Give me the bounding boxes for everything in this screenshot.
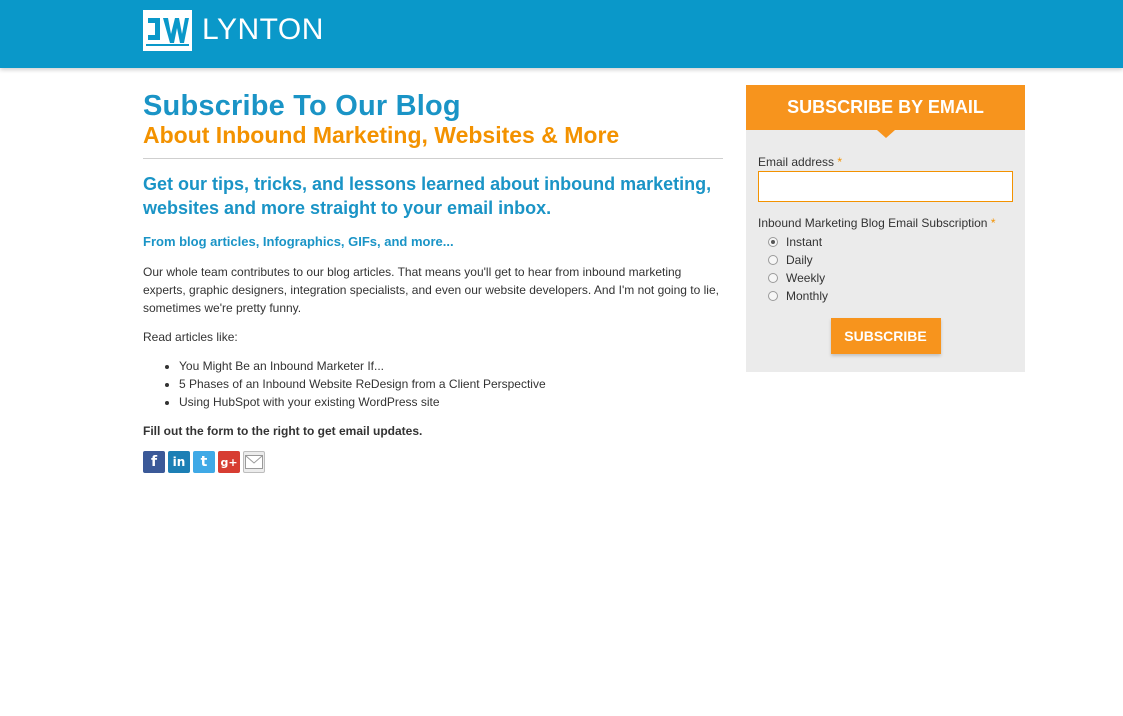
list-item: • You Might Be an Inbound Marketer If... — [179, 357, 723, 375]
cta-text: Fill out the form to the right to get email updates. — [143, 424, 423, 438]
radio-button[interactable] — [768, 291, 778, 301]
linkedin-icon[interactable]: in — [168, 451, 190, 473]
page-subtitle: About Inbound Marketing, Websites & More — [143, 122, 620, 148]
list-item: • 5 Phases of an Inbound Website ReDesign from a Client Perspective — [179, 375, 723, 393]
article-list — [143, 357, 723, 411]
radio-label: Weekly — [786, 271, 826, 285]
radio-button[interactable] — [768, 255, 778, 265]
header-notch — [877, 130, 895, 138]
page-title: Subscribe To Our Blog — [143, 90, 461, 122]
email-share-icon[interactable] — [243, 451, 265, 473]
subscription-label-text: Inbound Marketing Blog Email Subscription — [758, 216, 988, 230]
required-marker: * — [990, 216, 996, 230]
radio-daily[interactable] — [768, 251, 1013, 269]
required-marker: * — [837, 155, 843, 169]
twitter-icon[interactable]: t — [193, 451, 215, 473]
kicker-text: From blog articles, Infographics, GIFs, and more... — [143, 234, 454, 249]
radio-button[interactable] — [768, 237, 778, 247]
subscribe-form — [746, 130, 1025, 354]
email-label — [758, 154, 1013, 170]
facebook-icon[interactable]: f — [143, 451, 165, 473]
lead-text: Get our tips, tricks, and lessons learned about inbound marketing, websites and more straight to your email inbox. — [143, 174, 712, 218]
social-share-bar — [143, 451, 723, 473]
list-item: • Using HubSpot with your existing WordPress site — [179, 393, 723, 411]
frequency-radio-group — [758, 233, 1013, 305]
radio-label: Instant — [786, 235, 823, 249]
read-articles-label: Read articles like: — [143, 330, 238, 344]
lynton-logo-mark-icon — [143, 10, 192, 51]
subscribe-button[interactable]: SUBSCRIBE — [831, 318, 941, 354]
logo-wordmark: LYNTON — [202, 13, 324, 46]
title-divider — [143, 158, 723, 159]
main-content — [143, 90, 723, 473]
sidebar-header — [746, 85, 1025, 130]
radio-weekly[interactable] — [768, 269, 1013, 287]
lynton-logo[interactable] — [143, 9, 324, 51]
radio-button[interactable] — [768, 273, 778, 283]
radio-instant[interactable] — [768, 233, 1013, 251]
google-plus-icon[interactable]: g+ — [218, 451, 240, 473]
email-field[interactable] — [758, 171, 1013, 202]
email-label-text: Email address — [758, 155, 835, 169]
sidebar-header-text: SUBSCRIBE BY EMAIL — [787, 97, 984, 117]
top-header-bar — [0, 0, 1123, 68]
radio-monthly[interactable] — [768, 287, 1013, 305]
radio-label: Monthly — [786, 289, 829, 303]
subscription-label — [758, 215, 1013, 231]
radio-label: Daily — [786, 253, 813, 267]
subscribe-sidebar — [746, 85, 1025, 372]
intro-paragraph: Our whole team contributes to our blog articles. That means you'll get to hear from inbound marketing experts, graphic designers, integration specialists, and even our website developers. And I'm not going to lie, sometimes we're pretty funny. — [143, 265, 719, 315]
